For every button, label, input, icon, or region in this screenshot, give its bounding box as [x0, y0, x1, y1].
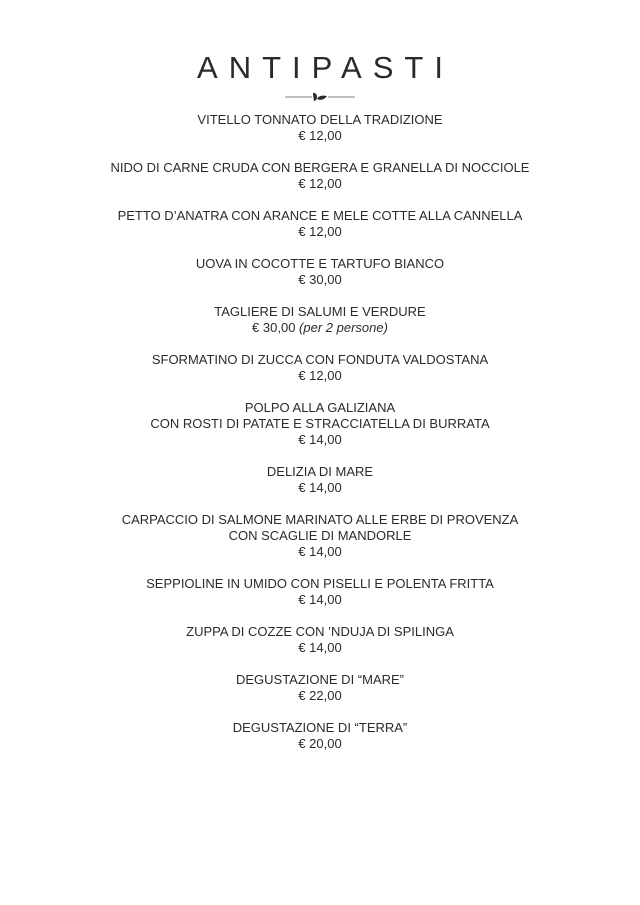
dish-price-line	[0, 688, 640, 704]
dish-name: CON SCAGLIE DI MANDORLE	[228, 528, 412, 543]
menu-item	[0, 720, 640, 752]
dish-name: NIDO DI CARNE CRUDA CON BERGERA E GRANELLA DI NOCCIOLE	[110, 160, 530, 175]
dish-price: € 14,00	[298, 480, 342, 495]
divider-ornament	[285, 90, 355, 102]
dish-price-line	[0, 592, 640, 608]
dish-price: € 30,00	[298, 272, 342, 287]
dish-price-line	[0, 128, 640, 144]
dish-price-line	[0, 544, 640, 560]
dish-name: ZUPPA DI COZZE CON ’NDUJA DI SPILINGA	[186, 624, 454, 639]
dish-price: € 12,00	[298, 128, 342, 143]
dish-price-line	[0, 368, 640, 384]
menu-item	[0, 256, 640, 288]
menu-item	[0, 576, 640, 608]
dish-price: € 14,00	[298, 592, 342, 607]
menu-item	[0, 304, 640, 336]
section-title: ANTIPASTI	[197, 50, 454, 85]
dish-price-line	[0, 320, 640, 336]
menu-item	[0, 352, 640, 384]
menu-item	[0, 464, 640, 496]
dish-name: SEPPIOLINE IN UMIDO CON PISELLI E POLENTA FRITTA	[146, 576, 494, 591]
dish-price-line	[0, 272, 640, 288]
dish-name: TAGLIERE DI SALUMI E VERDURE	[214, 304, 426, 319]
dish-name: DEGUSTAZIONE DI “MARE”	[235, 672, 405, 687]
menu-list	[0, 112, 640, 768]
leaf-icon	[285, 91, 355, 103]
dish-price: € 30,00	[252, 320, 296, 335]
dish-name: DELIZIA DI MARE	[266, 464, 374, 479]
menu-item	[0, 112, 640, 144]
menu-item	[0, 624, 640, 656]
dish-price: € 20,00	[298, 736, 342, 751]
dish-price: € 14,00	[298, 432, 342, 447]
menu-item	[0, 512, 640, 560]
dish-price-line	[0, 640, 640, 656]
dish-price: € 12,00	[298, 176, 342, 191]
dish-price-line	[0, 224, 640, 240]
dish-name: UOVA IN COCOTTE E TARTUFO BIANCO	[195, 256, 445, 271]
dish-price-line	[0, 736, 640, 752]
dish-name: VITELLO TONNATO DELLA TRADIZIONE	[197, 112, 443, 127]
dish-price: € 12,00	[298, 224, 342, 239]
menu-item	[0, 208, 640, 240]
dish-price-line	[0, 176, 640, 192]
menu-item	[0, 400, 640, 448]
dish-price: € 14,00	[298, 544, 342, 559]
dish-note: (per 2 persone)	[299, 320, 388, 335]
dish-name: POLPO ALLA GALIZIANA	[244, 400, 396, 415]
dish-price: € 12,00	[298, 368, 342, 383]
dish-price-line	[0, 432, 640, 448]
dish-name: CARPACCIO DI SALMONE MARINATO ALLE ERBE DI PROVENZA	[121, 512, 519, 527]
dish-price-line	[0, 480, 640, 496]
dish-name: PETTO D’ANATRA CON ARANCE E MELE COTTE ALLA CANNELLA	[117, 208, 523, 223]
dish-name: DEGUSTAZIONE DI “TERRA”	[232, 720, 408, 735]
dish-name: SFORMATINO DI ZUCCA CON FONDUTA VALDOSTANA	[151, 352, 489, 367]
menu-item	[0, 672, 640, 704]
dish-price: € 14,00	[298, 640, 342, 655]
menu-item	[0, 160, 640, 192]
dish-price: € 22,00	[298, 688, 342, 703]
dish-name: CON ROSTI DI PATATE E STRACCIATELLA DI BURRATA	[150, 416, 490, 431]
